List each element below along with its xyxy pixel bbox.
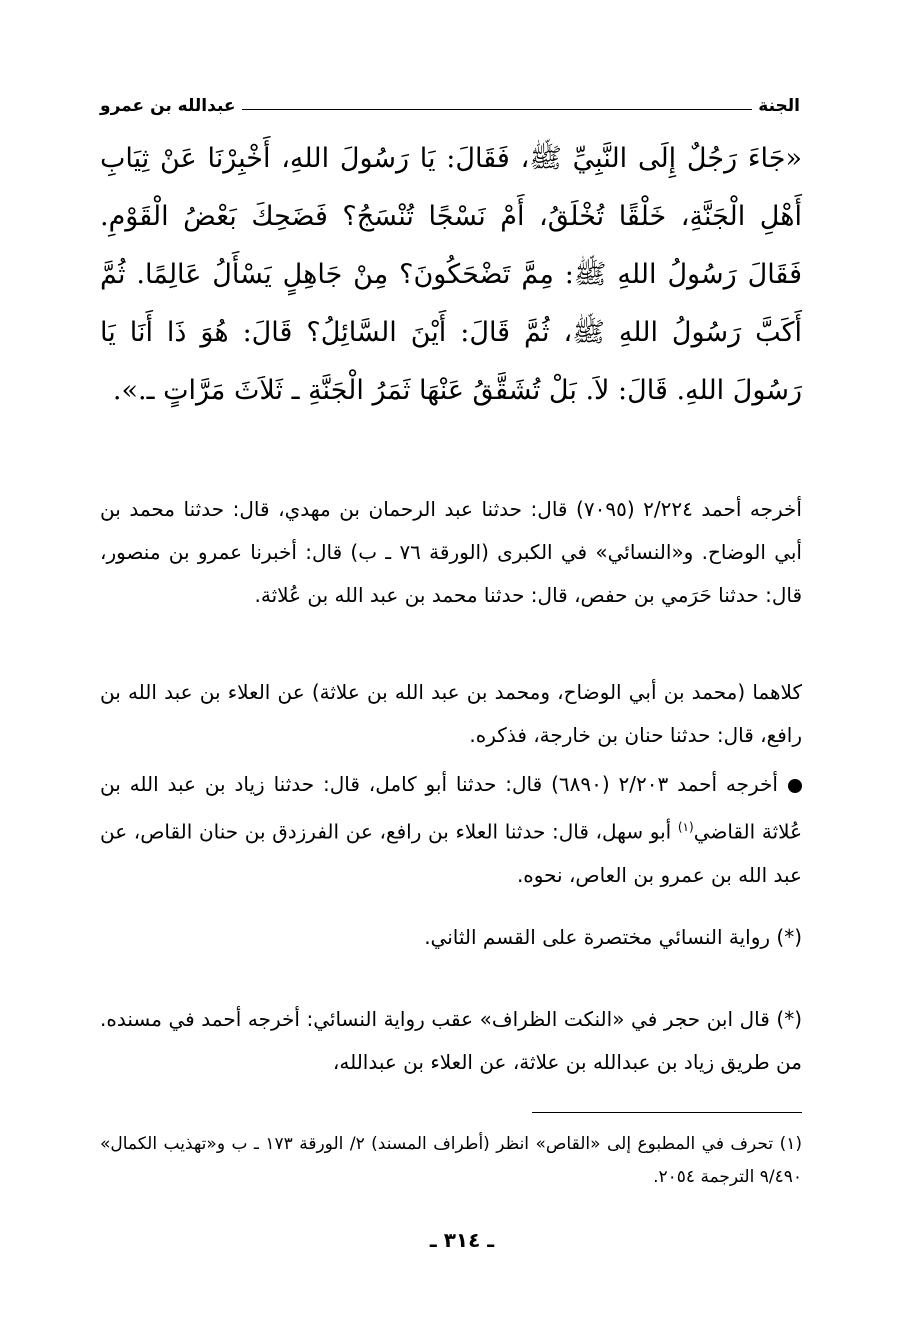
takhrij-paragraph-2: كلاهما (محمد بن أبي الوضاح، ومحمد بن عبد الله بن علاثة) عن العلاء بن عبد الله بن رافع، قال: حدثنا حنان بن خارجة، فذكره. — [100, 680, 802, 747]
hadith-text: «جَاءَ رَجُلٌ إِلَى النَّبِيِّ ﷺ، فَقَالَ: يَا رَسُولَ اللهِ، أَخْبِرْنَا عَنْ ثِيَابِ أَهْلِ الْجَنَّةِ، خَلْقًا تُخْلَقُ، أَمْ نَسْجًا تُنْسَجُ؟ فَضَحِكَ بَعْضُ الْقَوْمِ. فَقَالَ رَسُولُ اللهِ ﷺ: مِمَّ تَضْحَكُونَ؟ مِنْ جَاهِلٍ يَسْأَلُ عَالِمًا. ثُمَّ أَكَبَّ رَسُولُ اللهِ ﷺ، ثُمَّ قَالَ: أَيْنَ السَّائِلُ؟ قَالَ: هُوَ ذَا أَنَا يَا رَسُولَ اللهِ. قَالَ: لاَ. بَلْ تُشَقَّقُ عَنْهَا ثَمَرُ الْجَنَّةِ ـ ثَلاَثَ مَرَّاتٍ ـ.». — [100, 143, 802, 406]
page-number: ـ ٣١٤ ـ — [429, 1228, 495, 1252]
nasai-note: (*) رواية النسائي مختصرة على القسم الثاني. — [424, 925, 802, 949]
header-book-title: الجنة — [758, 96, 800, 116]
running-header — [100, 86, 800, 116]
takhrij-3-text-a: أخرجه أحمد ٢/٢٠٣ (٦٨٩٠) قال: حدثنا أبو كامل، قال: حدثنا زياد بن عبد الله بن عُلاثة القاضي — [100, 772, 803, 844]
takhrij-paragraph-1: أخرجه أحمد ٢/٢٢٤ (٧٠٩٥) قال: حدثنا عبد الرحمان بن مهدي، قال: حدثنا محمد بن أبي الوضاح. و«النسائي» في الكبرى (الورقة ٧٦ ـ ب) قال: أخبرنا عمرو بن منصور، قال: حدثنا حَرَمي بن حفص، قال: حدثنا محمد بن عبد الله بن عُلاثة. — [100, 497, 802, 607]
footnote-1: (١) تحرف في المطبوع إلى «القاص» انظر (أطراف المسند) ٢/ الورقة ١٧٣ ـ ب و«تهذيب الكمال» ٩/٤٩٠ الترجمة ٢٠٥٤. — [100, 1134, 802, 1187]
header-section-title: عبدالله بن عمرو — [100, 96, 236, 116]
footnote-reference[interactable]: (١) — [677, 820, 694, 834]
bullet-dot-icon — [788, 779, 802, 793]
takhrij-3-text-b: أبو سهل، قال: حدثنا العلاء بن رافع، عن الفرزدق بن حنان القاص، عن عبد الله بن عمرو بن العاص، نحوه. — [100, 819, 802, 887]
header-rule — [242, 109, 753, 110]
ibn-hajar-note: (*) قال ابن حجر في «النكت الظراف» عقب رواية النسائي: أخرجه أحمد في مسنده. من طريق زياد بن عبدالله بن علاثة، عن العلاء بن عبدالله، — [100, 1007, 802, 1074]
takhrij-paragraph-3 — [100, 763, 802, 897]
footnote-separator — [532, 1112, 802, 1113]
